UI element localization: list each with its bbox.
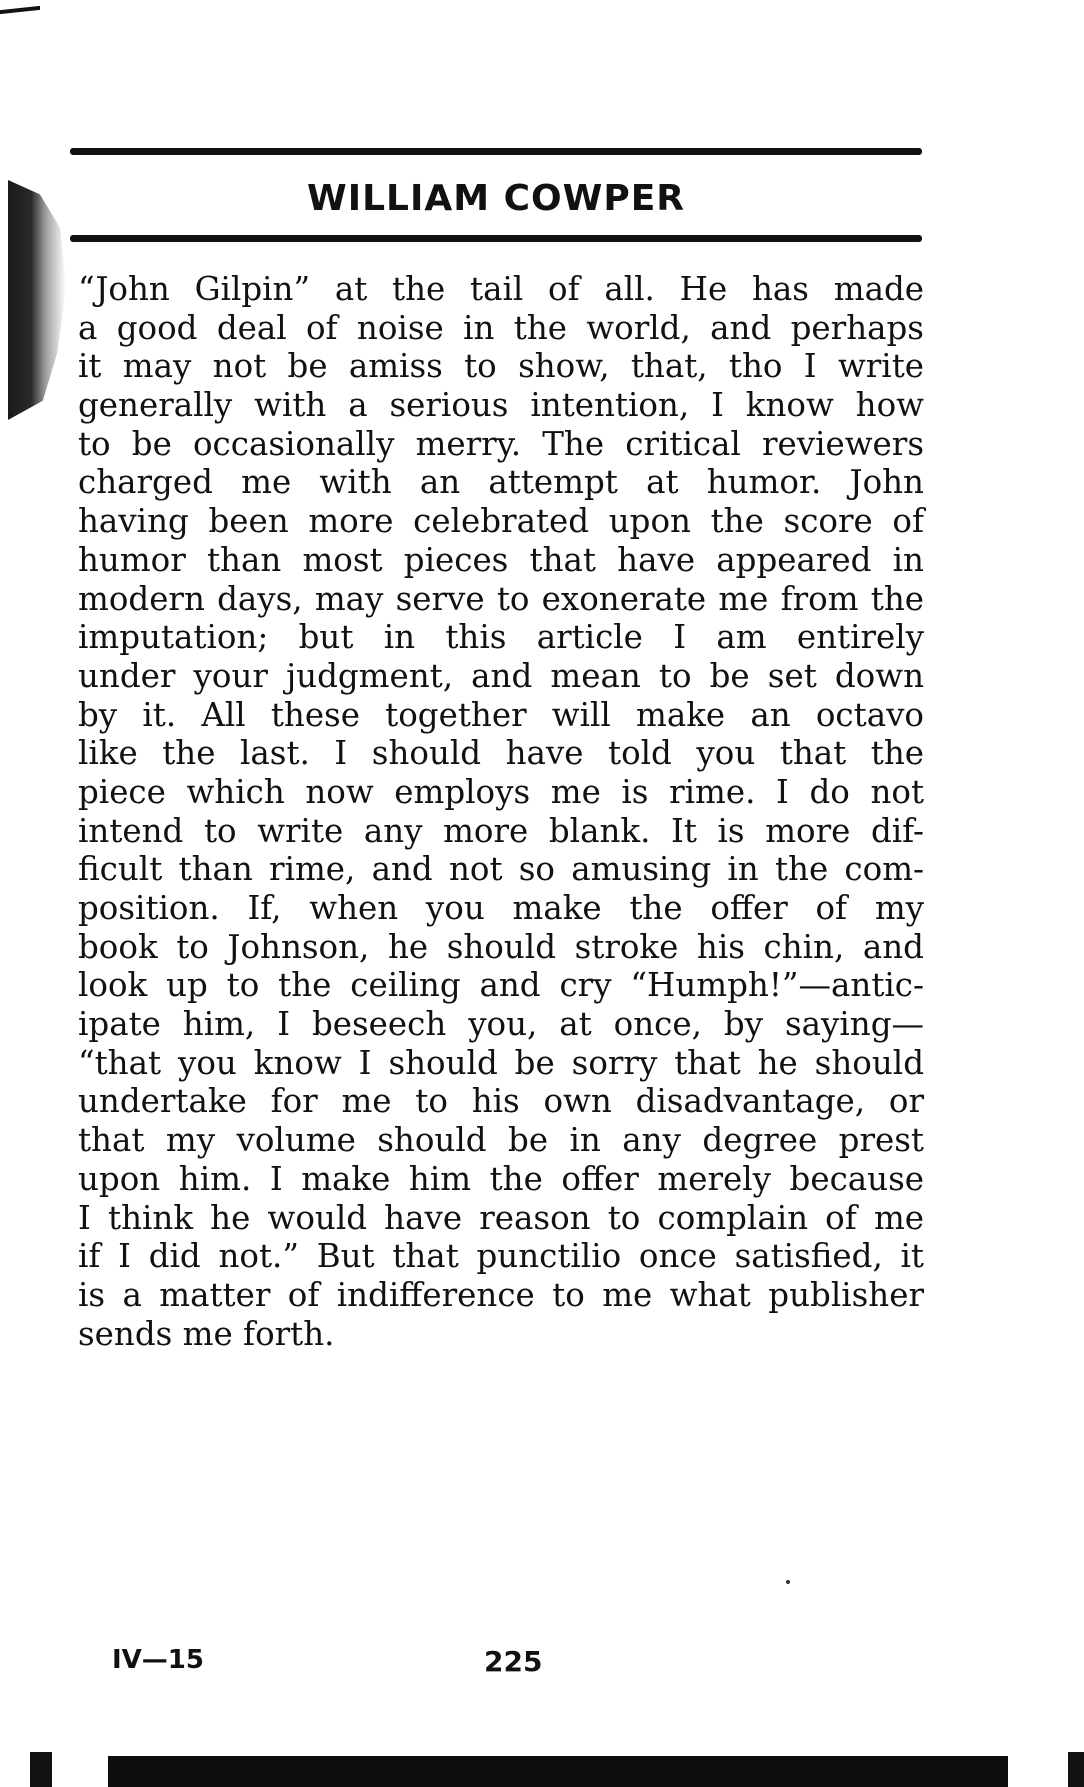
text-line: look up to the ceiling and cry “Humph!”—antic- — [78, 966, 924, 1005]
text-line: if I did not.” But that punctilio once satisfied, it — [78, 1237, 924, 1276]
text-line: imputation; but in this article I am entirely — [78, 618, 924, 657]
binding-shadow — [8, 180, 66, 420]
signature-mark: IV—15 — [112, 1645, 204, 1675]
text-line: ficult than rime, and not so amusing in the com- — [78, 850, 924, 889]
scan-edge-bar — [108, 1756, 1008, 1787]
text-line: it may not be amiss to show, that, tho I write — [78, 347, 924, 386]
corner-mark — [0, 6, 40, 14]
text-line: like the last. I should have told you that the — [78, 734, 924, 773]
text-line: that my volume should be in any degree prest — [78, 1121, 924, 1160]
text-line: humor than most pieces that have appeared in — [78, 540, 924, 579]
page-number: 225 — [484, 1645, 543, 1678]
running-head: WILLIAM COWPER — [306, 178, 686, 219]
header-rule-top — [70, 148, 922, 155]
text-line: modern days, may serve to exonerate me from the — [78, 579, 924, 618]
text-line: is a matter of indifference to me what publisher — [78, 1275, 924, 1314]
scan-edge-mark-left — [30, 1752, 52, 1787]
header-rule-bottom — [70, 235, 922, 242]
text-line: undertake for me to his own disadvantage, or — [78, 1082, 924, 1121]
text-line: ipate him, I beseech you, at once, by saying— — [78, 1005, 924, 1044]
text-line: book to Johnson, he should stroke his chin, and — [78, 927, 924, 966]
text-line: sends me forth. — [78, 1314, 335, 1353]
text-line: a good deal of noise in the world, and perhaps — [78, 308, 924, 347]
speck — [786, 1580, 790, 1584]
text-line: piece which now employs me is rime. I do not — [78, 772, 924, 811]
text-line: intend to write any more blank. It is more dif- — [78, 811, 924, 850]
text-line: I think he would have reason to complain of me — [78, 1198, 924, 1237]
text-line: upon him. I make him the offer merely because — [78, 1159, 924, 1198]
scan-edge-mark-right — [1068, 1752, 1084, 1787]
body-text — [78, 270, 924, 1353]
text-line: “John Gilpin” at the tail of all. He has made — [78, 270, 924, 308]
text-line: “that you know I should be sorry that he should — [78, 1043, 924, 1082]
text-line: position. If, when you make the offer of my — [78, 889, 924, 927]
text-line: under your judgment, and mean to be set down — [78, 656, 924, 695]
text-line: having been more celebrated upon the score of — [78, 502, 924, 541]
text-line: generally with a serious intention, I know how — [78, 386, 924, 425]
text-line: charged me with an attempt at humor. John — [78, 463, 924, 502]
text-line: to be occasionally merry. The critical reviewers — [78, 424, 924, 463]
text-line: by it. All these together will make an octavo — [78, 695, 924, 734]
